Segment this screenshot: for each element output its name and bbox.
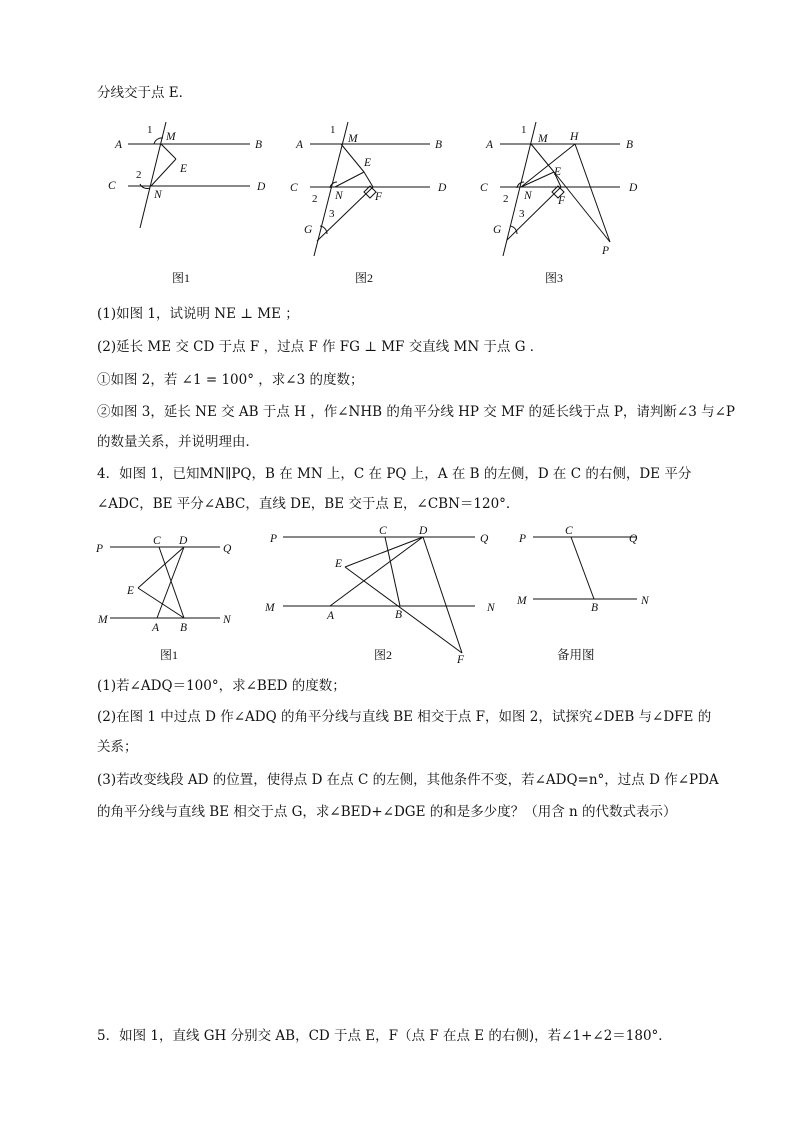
p3-figure-3 bbox=[480, 118, 650, 268]
svg-text:A: A bbox=[486, 139, 494, 151]
svg-text:C: C bbox=[480, 182, 488, 194]
p4-stem-line2: ∠ADC，BE 平分∠ABC，直线 DE，BE 交于点 E，∠CBN＝120°． bbox=[97, 496, 520, 512]
svg-text:Q: Q bbox=[480, 533, 489, 545]
svg-text:N: N bbox=[524, 190, 532, 202]
svg-text:P: P bbox=[602, 245, 610, 257]
svg-text:B: B bbox=[255, 139, 263, 151]
svg-text:M: M bbox=[538, 133, 548, 145]
svg-text:P: P bbox=[270, 533, 278, 545]
svg-text:A: A bbox=[327, 610, 335, 622]
p3-fig2-caption: 图2 bbox=[355, 271, 374, 285]
svg-text:1: 1 bbox=[147, 124, 153, 136]
svg-text:E: E bbox=[127, 585, 135, 597]
p4-fig2-caption: 图2 bbox=[374, 648, 393, 662]
svg-text:P: P bbox=[519, 533, 527, 545]
svg-text:C: C bbox=[153, 535, 161, 547]
p3-figure-2 bbox=[290, 118, 460, 268]
svg-text:Q: Q bbox=[629, 533, 638, 545]
svg-text:A: A bbox=[115, 139, 123, 151]
svg-text:M: M bbox=[98, 614, 108, 626]
svg-text:F: F bbox=[558, 195, 566, 207]
p3-fig1-caption: 图1 bbox=[172, 271, 191, 285]
svg-text:M: M bbox=[265, 602, 275, 614]
svg-text:B: B bbox=[591, 602, 599, 614]
svg-text:M: M bbox=[166, 131, 176, 143]
svg-text:N: N bbox=[335, 190, 343, 202]
svg-text:A: A bbox=[296, 139, 304, 151]
svg-text:D: D bbox=[179, 535, 188, 547]
svg-text:D: D bbox=[438, 182, 447, 194]
p4-fig1-caption: 图1 bbox=[160, 648, 179, 662]
svg-text:C: C bbox=[565, 525, 573, 537]
svg-text:2: 2 bbox=[136, 169, 142, 181]
svg-text:F: F bbox=[457, 654, 465, 666]
svg-text:E: E bbox=[335, 558, 343, 570]
p3-fig3-caption: 图3 bbox=[545, 271, 564, 285]
svg-text:M: M bbox=[517, 595, 527, 607]
svg-text:N: N bbox=[154, 189, 162, 201]
p4-question-2a: (2)在图 1 中过点 D 作∠ADQ 的角平分线与直线 BE 相交于点 F，如图 2，试探究∠DEB 与∠DFE 的 bbox=[97, 709, 712, 725]
p4-question-1: (1)若∠ADQ＝100°，求∠BED 的度数； bbox=[97, 678, 346, 694]
p4-question-3a: (3)若改变线段 AD 的位置，使得点 D 在点 C 的左侧，其他条件不变，若∠ADQ=n°，过点 D 作∠PDA bbox=[97, 772, 719, 788]
svg-text:3: 3 bbox=[329, 208, 335, 220]
svg-text:M: M bbox=[348, 133, 358, 145]
p3-question-2-2b: 的数量关系，并说明理由． bbox=[97, 434, 259, 450]
p4-question-2b: 关系； bbox=[97, 739, 138, 755]
svg-text:1: 1 bbox=[521, 124, 527, 136]
svg-text:Q: Q bbox=[223, 543, 232, 555]
svg-text:N: N bbox=[487, 602, 495, 614]
svg-text:B: B bbox=[395, 609, 403, 621]
p3-figure-1 bbox=[110, 118, 280, 263]
svg-text:A: A bbox=[152, 622, 160, 634]
svg-text:E: E bbox=[364, 157, 372, 169]
svg-text:G: G bbox=[493, 224, 502, 236]
svg-text:F: F bbox=[375, 191, 383, 203]
p3-question-1: (1)如图 1，试说明 NE ⊥ ME ； bbox=[97, 306, 299, 322]
svg-text:N: N bbox=[223, 614, 231, 626]
svg-text:B: B bbox=[180, 622, 188, 634]
p4-backup-caption: 备用图 bbox=[557, 647, 595, 662]
svg-text:2: 2 bbox=[312, 193, 318, 205]
svg-text:3: 3 bbox=[519, 208, 525, 220]
svg-text:E: E bbox=[180, 163, 188, 175]
svg-text:E: E bbox=[554, 166, 562, 178]
problem3-intro-tail: 分线交于点 E． bbox=[97, 85, 193, 101]
svg-text:C: C bbox=[379, 525, 387, 537]
svg-text:C: C bbox=[108, 180, 116, 192]
p4-stem-line1: 4．如图 1，已知MN∥PQ，B 在 MN 上，C 在 PQ 上，A 在 B 的左侧，D 在 C 的右侧，DE 平分 bbox=[97, 466, 692, 482]
svg-text:B: B bbox=[435, 139, 443, 151]
svg-text:G: G bbox=[304, 224, 313, 236]
p3-question-2-2a: ②如图 3，延长 NE 交 AB 于点 H ，作∠NHB 的角平分线 HP 交 MF 的延长线于点 P，请判断∠3 与∠P bbox=[97, 404, 736, 420]
svg-text:H: H bbox=[570, 131, 579, 143]
svg-text:B: B bbox=[626, 139, 634, 151]
p4-question-3b: 的角平分线与直线 BE 相交于点 G，求∠BED+∠DGE 的和是多少度？（用含 n 的代数式表示） bbox=[97, 804, 677, 820]
svg-text:C: C bbox=[290, 182, 298, 194]
p4-backup-figure bbox=[515, 525, 665, 615]
p5-stem-line1: 5．如图 1，直线 GH 分别交 AB，CD 于点 E，F（点 F 在点 E 的右侧)，若∠1+∠2＝180°． bbox=[97, 1028, 672, 1044]
svg-text:N: N bbox=[641, 595, 649, 607]
svg-text:1: 1 bbox=[330, 124, 336, 136]
p3-question-2: (2)延长 ME 交 CD 于点 F ，过点 F 作 FG ⊥ MF 交直线 MN 于点 G ． bbox=[97, 339, 544, 355]
svg-text:D: D bbox=[629, 182, 638, 194]
svg-text:D: D bbox=[419, 525, 428, 537]
p4-figure-1 bbox=[96, 532, 246, 642]
svg-text:2: 2 bbox=[503, 193, 509, 205]
svg-text:D: D bbox=[257, 181, 266, 193]
p3-question-2-1: ①如图 2，若 ∠1 = 100° ，求∠3 的度数； bbox=[97, 372, 364, 388]
svg-text:P: P bbox=[96, 543, 104, 555]
